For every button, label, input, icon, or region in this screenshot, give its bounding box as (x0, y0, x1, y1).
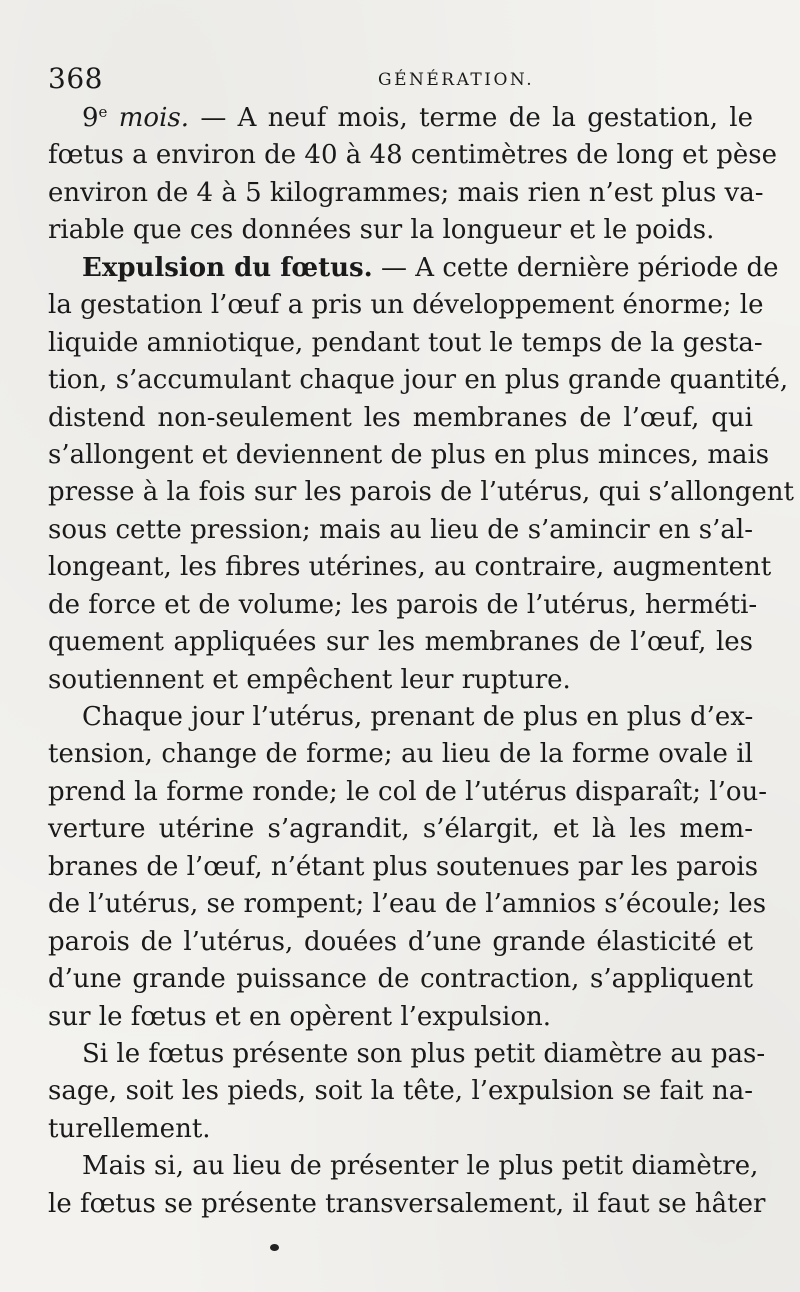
text-line: verture utérine s’agrandit, s’élargit, et là les mem- (48, 814, 753, 845)
text-line: d’une grande puissance de contraction, s’appliquent (48, 964, 753, 995)
text-line: s’allongent et deviennent de plus en plus minces, mais (48, 439, 770, 470)
text-line: prend la forme ronde; le col de l’utérus disparaît; l’ou- (48, 776, 768, 807)
month-label: mois. (118, 103, 189, 133)
paragraph-9e-mois (48, 100, 778, 250)
text-line: sous cette pression; mais au lieu de s’amincir en s’al- (48, 514, 753, 545)
text-line: tion, s’accumulant chaque jour en plus grande quantité, (48, 365, 789, 396)
text-line: sur le fœtus et en opèrent l’expulsion. (48, 1001, 551, 1032)
text-line: quement appliquées sur les membranes de l’œuf, les (48, 627, 753, 658)
text-line: Si le fœtus présente son plus petit diamètre au pas- (82, 1038, 766, 1069)
line-text: — A cette dernière période de (372, 252, 779, 283)
text-line: parois de l’utérus, douées d’une grande élasticité et (48, 926, 753, 957)
text-line: de l’utérus, se rompent; l’eau de l’amnios s’écoule; les (48, 889, 767, 920)
text-line: presse à la fois sur les parois de l’utérus, qui s’allongent (48, 477, 794, 508)
section-heading: Expulsion du fœtus. (82, 252, 373, 283)
text-line: turellement. (48, 1113, 211, 1144)
paragraph-mais-si (48, 1148, 766, 1223)
text-line (48, 250, 779, 287)
text-line: Mais si, au lieu de présenter le plus petit diamètre, (82, 1151, 759, 1182)
text-line: distend non-seulement les membranes de l’œuf, qui (48, 402, 753, 433)
text-line: le fœtus se présente transversalement, il faut se hâter (48, 1188, 766, 1219)
running-head: GÉNÉRATION. (378, 70, 535, 90)
text-line: soutiennent et empêchent leur rupture. (48, 664, 571, 695)
page-header (48, 62, 753, 102)
body-text (48, 100, 794, 1223)
ink-speck (270, 1244, 279, 1251)
text-line: branes de l’œuf, n’étant plus soutenues par les parois (48, 851, 759, 882)
text-line: environ de 4 à 5 kilogrammes; mais rien n’est plus va- (48, 177, 764, 208)
paragraph-chaque-jour (48, 699, 768, 1036)
text-line: longeant, les fibres utérines, au contraire, augmentent (48, 552, 772, 583)
text-line: liquide amniotique, pendant tout le temps de la gesta- (48, 327, 763, 358)
text-line: riable que ces données sur la longueur et le poids. (48, 215, 715, 246)
text-line: tension, change de forme; au lieu de la forme ovale il (48, 739, 753, 770)
line-text: — A neuf mois, terme de la gestation, le (189, 103, 753, 133)
text-line: fœtus a environ de 40 à 48 centimètres de long et pèse (48, 140, 778, 171)
paragraph-si-le-foetus (48, 1036, 766, 1148)
text-line: Chaque jour l’utérus, prenant de plus en plus d’ex- (82, 702, 754, 732)
month-number: 9 (82, 103, 99, 133)
text-line: la gestation l’œuf a pris un développement énorme; le (48, 290, 764, 321)
ordinal-suffix: e (98, 103, 108, 121)
text-line: sage, soit les pieds, soit la tête, l’expulsion se fait na- (48, 1076, 753, 1107)
page-number: 368 (48, 62, 103, 95)
paragraph-expulsion (48, 250, 794, 699)
text-line: de force et de volume; les parois de l’utérus, herméti- (48, 589, 758, 620)
text-line (48, 100, 753, 137)
